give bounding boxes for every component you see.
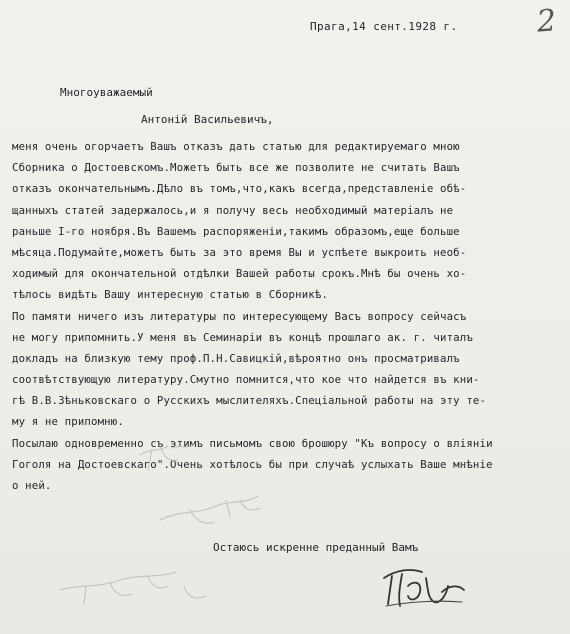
body-line: По памяти ничего изъ литературы по интересующему Васъ вопросу сейчасъ	[12, 309, 467, 323]
body-line: тѣлось видѣть Вашу интересную статью в Сборникѣ.	[12, 288, 329, 302]
body-line: не могу припомнить.У меня въ Семинаріи въ концѣ прошлаго ак. г. читалъ	[12, 330, 473, 344]
letter-body	[12, 136, 493, 496]
closing: Остаюсь искренне преданный Вамъ	[213, 541, 419, 554]
body-line: му я не припомню.	[12, 415, 124, 429]
body-line: гѣ В.В.Зѣньковскаго о Русскихъ мыслителяхъ.Спеціальной работы на эту те-	[12, 394, 487, 408]
page-number: 2	[535, 3, 558, 40]
body-line: Гоголя на Достоевскаго".Очень хотѣлось бы при случаѣ услыхать Ваше мнѣніе	[12, 457, 493, 471]
body-line: меня очень огорчаетъ Вашъ отказъ дать статью для редактируемаго мною	[12, 140, 460, 153]
addressee: Антоній Васильевичъ,	[141, 113, 274, 126]
dateline: Прага,14 сент.1928 г.	[310, 20, 458, 33]
body-line: ходимый для окончательной отдѣлки Вашей работы срокъ.Мнѣ бы очень хо-	[12, 267, 467, 281]
body-line: щанныхъ статей задержалось,и я получу весь необходимый матеріалъ не	[12, 203, 454, 217]
body-line: докладъ на близкую тему проф.П.Н.Савицкій,вѣроятно онъ просматривалъ	[12, 351, 460, 365]
signature	[378, 556, 468, 616]
body-line: Посылаю одновременно съ этимъ письмомъ свою брошюру "Къ вопросу о вліяніи	[12, 436, 493, 450]
body-line: о ней.	[12, 479, 52, 492]
body-line: раньше І-го ноября.Въ Вашемъ распоряженіи,такимъ образомъ,еще больше	[12, 224, 460, 238]
body-line: Сборника о Достоевскомъ.Можетъ быть все же позволите не считать Вашъ	[12, 161, 460, 175]
body-line: соотвѣтствующую литературу.Смутно помнится,что кое что найдется въ кни-	[12, 373, 480, 387]
body-line: отказъ окончательнымъ.Дѣло въ томъ,что,какъ всегда,представленіе обѣ-	[12, 182, 467, 196]
body-line: мѣсяца.Подумайте,можетъ быть за это время Вы и успѣете выкроить необ-	[12, 245, 467, 259]
greeting: Многоуважаемый	[60, 86, 153, 99]
